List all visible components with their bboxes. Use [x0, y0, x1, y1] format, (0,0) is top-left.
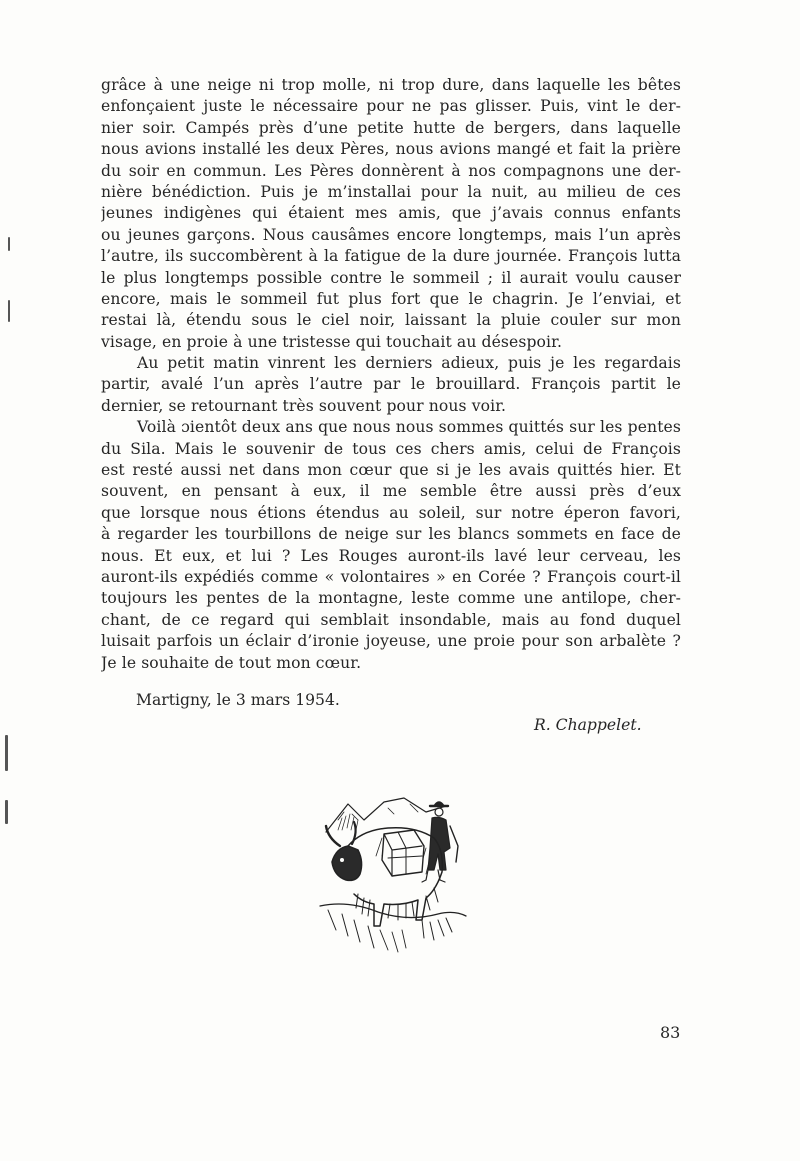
margin-scan-mark: [8, 300, 10, 322]
text-line: que lorsque nous étions étendus au soleil, sur notre éperon favori,: [101, 503, 681, 522]
margin-scan-mark: [8, 237, 10, 251]
text-line: nous. Et eux, et lui ? Les Rouges auront-ils lavé leur cerveau, les: [101, 546, 681, 565]
margin-scan-mark: [5, 735, 8, 771]
text-line: Au petit matin vinrent les derniers adieux, puis je les regardais: [137, 354, 681, 373]
text-line: enfonçaient juste le nécessaire pour ne pas glisser. Puis, vint le der-: [101, 97, 681, 116]
text-line: nous avions installé les deux Pères, nous avions mangé et fait la prière: [101, 140, 681, 159]
text-line: auront-ils expédiés comme « volontaires » en Corée ? François court-il: [101, 567, 681, 586]
text-line: Voilà ɔientôt deux ans que nous nous sommes quittés sur les pentes: [137, 418, 681, 437]
text-line: le plus longtemps possible contre le sommeil ; il aurait voulu causer: [101, 268, 681, 287]
text-line: partir, avalé l’un après l’autre par le brouillard. François partit le: [101, 375, 681, 394]
text-line: toujours les pentes de la montagne, leste comme une antilope, cher-: [101, 589, 681, 608]
text-line: encore, mais le sommeil fut plus fort que le chagrin. Je l’enviai, et: [101, 289, 681, 308]
text-line: à regarder les tourbillons de neige sur les blancs sommets en face de: [101, 525, 681, 544]
dateline: Martigny, le 3 mars 1954.: [136, 691, 340, 709]
yak-illustration: [318, 790, 468, 960]
text-line: du soir en commun. Les Pères donnèrent à nos compagnons une der-: [101, 161, 681, 180]
text-line: nière bénédiction. Puis je m’installai pour la nuit, au milieu de ces: [101, 182, 681, 201]
text-line: Je le souhaite de tout mon cœur.: [101, 653, 362, 672]
text-line: dernier, se retournant très souvent pour nous voir.: [101, 396, 507, 415]
text-line: est resté aussi net dans mon cœur que si je les avais quittés hier. Et: [101, 461, 681, 480]
margin-scan-mark: [5, 800, 8, 824]
text-line: jeunes indigènes qui étaient mes amis, que j’avais connus enfants: [101, 204, 681, 223]
text-line: du Sila. Mais le souvenir de tous ces chers amis, celui de François: [101, 439, 681, 458]
text-line: luisait parfois un éclair d’ironie joyeuse, une proie pour son arbalète ?: [101, 632, 681, 651]
text-line: visage, en proie à une tristesse qui touchait au désespoir.: [101, 332, 563, 351]
text-line: grâce à une neige ni trop molle, ni trop dure, dans laquelle les bêtes: [101, 76, 681, 94]
author-signature: R. Chappelet.: [534, 716, 642, 734]
text-line: chant, de ce regard qui semblait insondable, mais au fond duquel: [101, 610, 681, 629]
text-line: nier soir. Campés près d’une petite hutte de bergers, dans laquelle: [101, 118, 681, 137]
text-line: souvent, en pensant à eux, il me semble être aussi près d’eux: [101, 482, 681, 501]
page-number: 83: [660, 1023, 681, 1042]
yak-with-herder-sketch-icon: [318, 790, 468, 960]
text-line: ou jeunes garçons. Nous causâmes encore longtemps, mais l’un après: [101, 225, 681, 244]
body-text: [101, 75, 681, 674]
text-line: restai là, étendu sous le ciel noir, laissant la pluie couler sur mon: [101, 311, 681, 330]
text-line: l’autre, ils succombèrent à la fatigue de la dure journée. François lutta: [101, 247, 681, 266]
